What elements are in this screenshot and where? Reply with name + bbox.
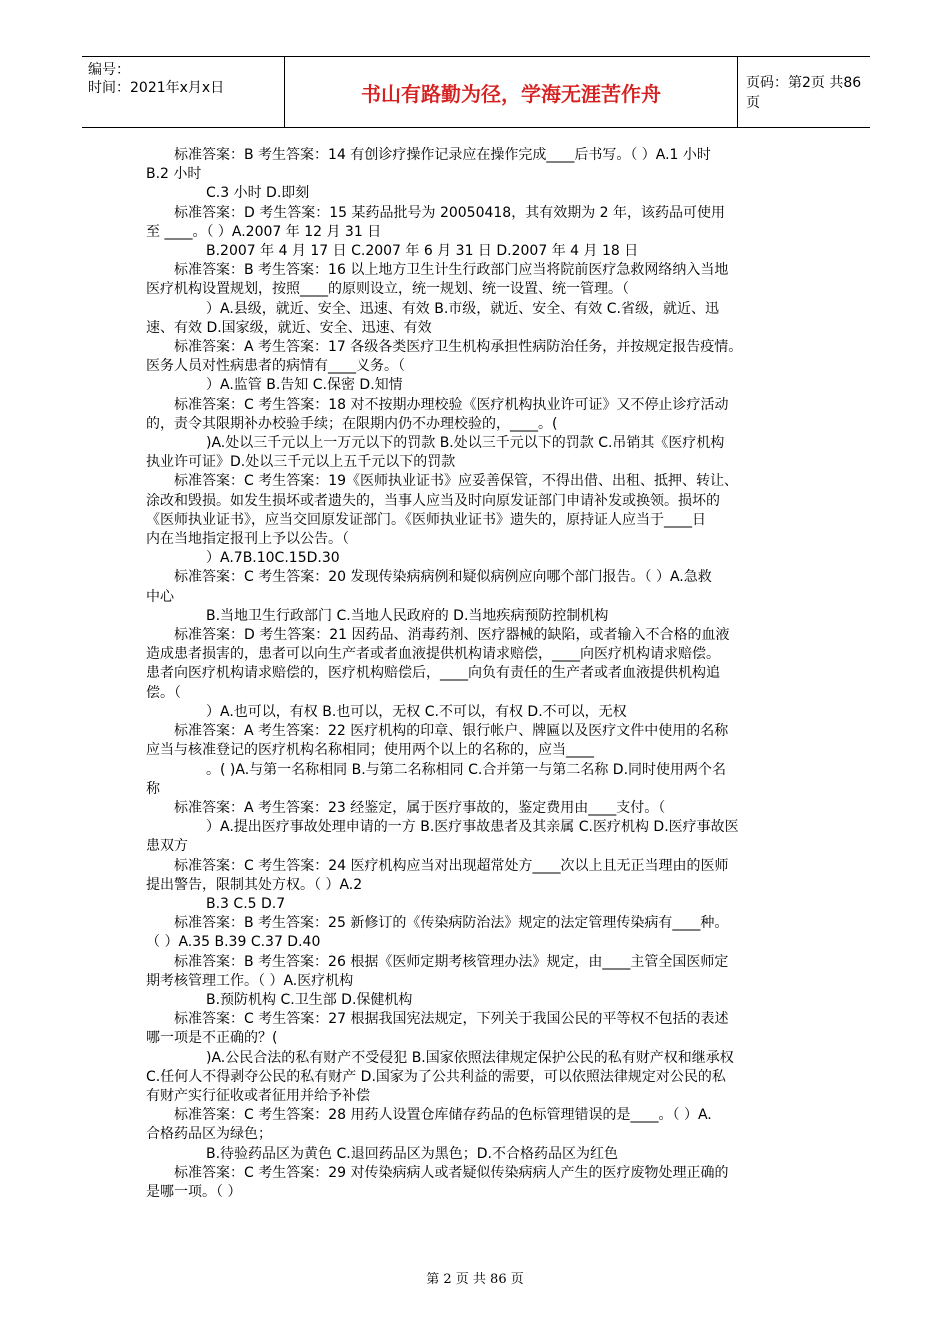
text-line: )A.公民合法的私有财产不受侵犯 B.国家依照法律规定保护公民的私有财产权和继承权 — [206, 1049, 734, 1066]
text-line: （ ）A.35 B.39 C.37 D.40 — [146, 934, 321, 951]
text-line: 有财产实行征收或者征用并给予补偿 — [146, 1087, 370, 1104]
text-line: B.待验药品区为黄色 C.退回药品区为黑色；D.不合格药品区为红色 — [206, 1145, 618, 1162]
text-line: 标准答案：B 考生答案：25 新修订的《传染病防治法》规定的法定管理传染病有____种。 — [174, 915, 729, 932]
text-line: 标准答案：C 考生答案：19《医师执业证书》应妥善保管，不得出借、出租、抵押、转让、 — [174, 473, 739, 490]
page-footer: 第 2 页 共 86 页 — [426, 1272, 524, 1287]
text-line: 内在当地指定报刊上予以公告。（ — [146, 531, 349, 548]
text-line: 中心 — [146, 588, 174, 605]
header-meta — [88, 61, 284, 97]
text-line: 是哪一项。（ ） — [146, 1183, 242, 1200]
text-line: ）A.提出医疗事故处理申请的一方 B.医疗事故患者及其亲属 C.医疗机构 D.医疗事故医 — [206, 819, 739, 836]
text-line: B.当地卫生行政部门 C.当地人民政府的 D.当地疾病预防控制机构 — [206, 607, 609, 624]
text-line: ）A.也可以，有权 B.也可以，无权 C.不可以，有权 D.不可以，无权 — [206, 703, 627, 720]
header-motto: 书山有路勤为径，学海无涯苦作舟 — [284, 57, 738, 127]
text-line: 标准答案：A 考生答案：23 经鉴定，属于医疗事故的，鉴定费用由____支付。（ — [174, 799, 666, 816]
text-line: ）A.县级，就近、安全、迅速、有效 B.市级，就近、安全、有效 C.省级，就近、迅 — [206, 300, 719, 317]
text-line: 称 — [146, 780, 160, 797]
text-line: B.2007 年 4 月 17 日 C.2007 年 6 月 31 日 D.2007 年 4 月 18 日 — [206, 243, 639, 260]
text-line: 执业许可证》D.处以三千元以上五千元以下的罚款 — [146, 454, 456, 471]
text-line: 标准答案：C 考生答案：29 对传染病病人或者疑似传染病病人产生的医疗废物处理正确的 — [174, 1164, 729, 1181]
text-line: B.预防机构 C.卫生部 D.保健机构 — [206, 991, 413, 1008]
text-line: C.3 小时 D.即刻 — [206, 185, 310, 202]
text-line: 标准答案：C 考生答案：24 医疗机构应当对出现超常处方____次以上且无正当理由的医师 — [174, 857, 729, 874]
text-line: 标准答案：B 考生答案：26 根据《医师定期考核管理办法》规定，由____主管全国医师定 — [174, 953, 729, 970]
document-number-label: 编号： — [88, 62, 130, 78]
header-page-info: 页码：第2页 共86页 — [746, 75, 862, 111]
text-line: 偿。（ — [146, 684, 181, 701]
text-line: C.任何人不得剥夺公民的私有财产 D.国家为了公共利益的需要，可以依照法律规定对公民的私 — [146, 1068, 726, 1085]
text-line: 的，责令其限期补办校验手续；在限期内仍不办理校验的，____。( — [146, 415, 558, 432]
text-line: 哪一项是不正确的？( — [146, 1030, 278, 1047]
text-line: 涂改和毁损。如发生损坏或者遗失的，当事人应当及时向原发证部门申请补发或换领。损坏的 — [146, 492, 720, 509]
text-line: B.2 小时 — [146, 166, 202, 183]
text-line: 期考核管理工作。（ ）A.医疗机构 — [146, 972, 354, 989]
text-line: 标准答案：A 考生答案：22 医疗机构的印章、银行帐户、牌匾以及医疗文件中使用的名称 — [174, 723, 729, 740]
text-line: )A.处以三千元以上一万元以下的罚款 B.处以三千元以下的罚款 C.吊销其《医疗机构 — [206, 435, 725, 452]
document-time-label: 时间：2021年x月x日 — [88, 80, 225, 96]
text-line: 患双方 — [146, 838, 188, 855]
text-line: 提出警告，限制其处方权。（ ）A.2 — [146, 876, 363, 893]
text-line: 医疗机构设置规划，按照____的原则设立，统一规划、统一设置、统一管理。（ — [146, 281, 629, 298]
text-line: 合格药品区为绿色； — [146, 1126, 272, 1143]
text-line: 标准答案：C 考生答案：27 根据我国宪法规定，下列关于我国公民的平等权不包括的表述 — [174, 1011, 729, 1028]
text-line: 应当与核准登记的医疗机构名称相同；使用两个以上的名称的，应当____ — [146, 742, 594, 759]
text-line: 标准答案：B 考生答案：14 有创诊疗操作记录应在操作完成____后书写。（ ）A.1 小时 — [174, 147, 711, 163]
text-line: 医务人员对性病患者的病情有____义务。（ — [146, 358, 405, 375]
text-line: 。( )A.与第一名称相同 B.与第二名称相同 C.合并第一与第二名称 D.同时使用两个名 — [206, 761, 727, 778]
text-line: 标准答案：A 考生答案：17 各级各类医疗卫生机构承担性病防治任务，并按规定报告疫情。 — [174, 339, 743, 356]
text-line: 患者向医疗机构请求赔偿的，医疗机构赔偿后，____向负有责任的生产者或者血液提供机构追 — [146, 665, 720, 682]
page-header — [82, 56, 870, 128]
text-line: ）A.7B.10C.15D.30 — [206, 550, 340, 567]
text-line: 标准答案：B 考生答案：16 以上地方卫生计生行政部门应当将院前医疗急救网络纳入当地 — [174, 262, 729, 279]
text-line: 至 ____。（ ）A.2007 年 12 月 31 日 — [146, 223, 382, 240]
text-line: ）A.监管 B.告知 C.保密 D.知情 — [206, 377, 403, 394]
text-line: B.3 C.5 D.7 — [206, 895, 286, 912]
text-line: 标准答案：D 考生答案：15 某药品批号为 20050418，其有效期为 2 年，该药品可使用 — [174, 204, 726, 221]
text-line: 标准答案：C 考生答案：18 对不按期办理校验《医疗机构执业许可证》又不停止诊疗活动 — [174, 396, 729, 413]
text-line: 标准答案：D 考生答案：21 因药品、消毒药剂、医疗器械的缺陷，或者输入不合格的血液 — [174, 627, 730, 644]
text-line: 速、有效 D.国家级，就近、安全、迅速、有效 — [146, 319, 432, 336]
text-line: 造成患者损害的，患者可以向生产者或者血液提供机构请求赔偿，____向医疗机构请求赔偿。 — [146, 646, 720, 663]
text-line: 标准答案：C 考生答案：20 发现传染病病例和疑似病例应向哪个部门报告。（ ）A.急救 — [174, 569, 712, 586]
text-line: 《医师执业证书》，应当交回原发证部门。《医师执业证书》遗失的，原持证人应当于____日 — [146, 511, 706, 528]
text-line: 标准答案：C 考生答案：28 用药人设置仓库储存药品的色标管理错误的是____。（ ）A. — [174, 1107, 712, 1124]
document-body — [146, 146, 806, 1202]
